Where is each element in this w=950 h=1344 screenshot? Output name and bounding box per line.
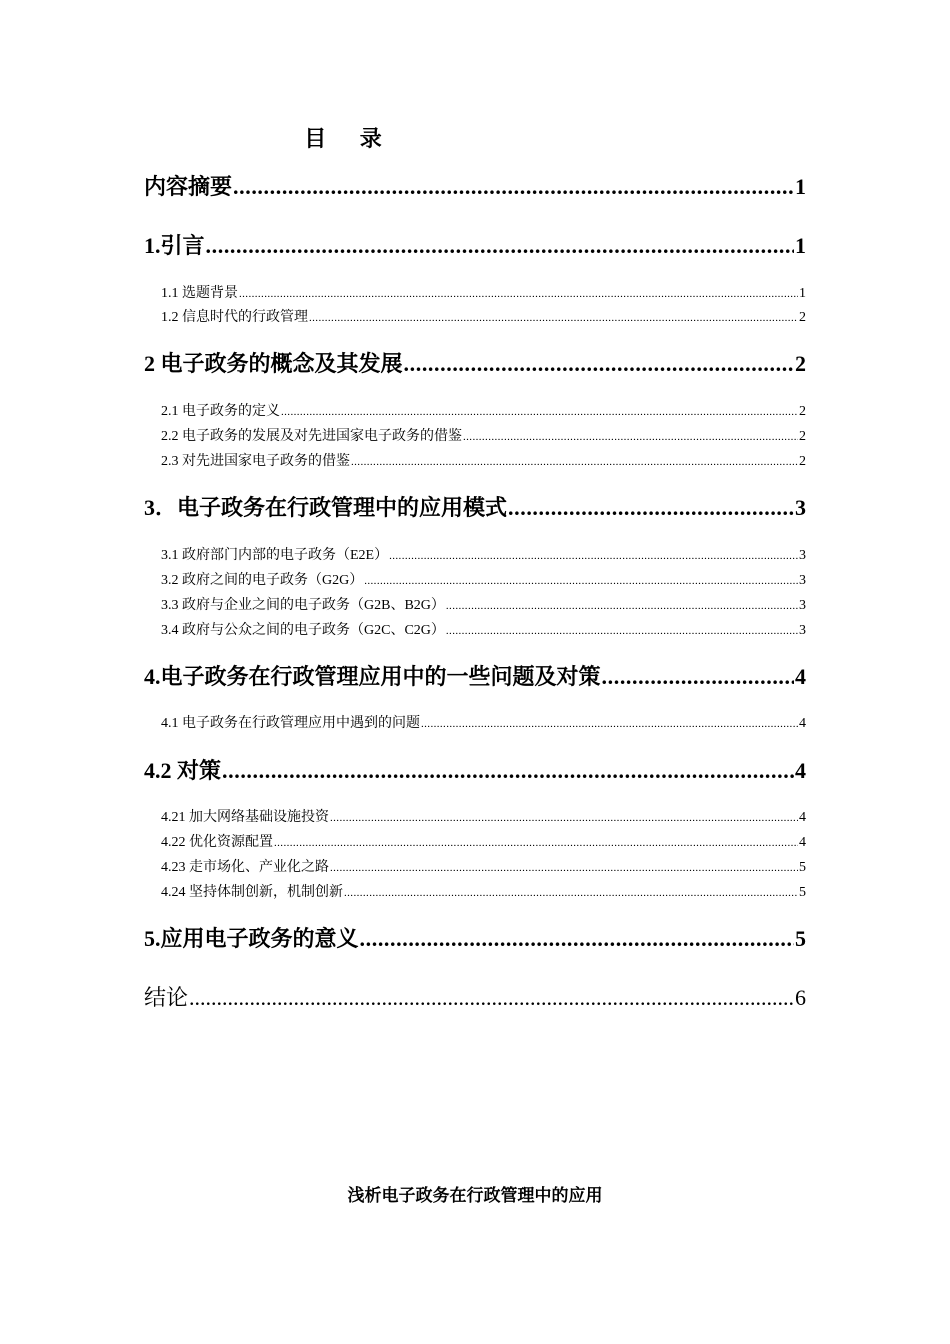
dot-leader [446, 623, 798, 639]
toc-entry-label: 2.1 电子政务的定义 [161, 404, 280, 419]
dot-leader [281, 404, 798, 420]
toc-entry-page: 6 [795, 985, 806, 1010]
toc-entry-3[interactable] [144, 491, 806, 521]
toc-entry-2-1[interactable] [161, 400, 806, 418]
toc-entry-label: 4.23 走市场化、产业化之路 [161, 860, 329, 875]
toc-entry-2-2[interactable] [161, 425, 806, 443]
toc-entry-page: 4 [795, 758, 806, 783]
toc-entry-label: 3.1 政府部门内部的电子政务（E2E） [161, 548, 389, 563]
toc-entry-label: 3.2 政府之间的电子政务（G2G） [161, 573, 364, 588]
toc-entry-page: 1 [795, 174, 806, 199]
toc-entry-page: 3 [799, 623, 806, 638]
toc-entry-3-4[interactable] [161, 619, 806, 637]
dot-leader [508, 495, 794, 521]
toc-entry-4-2[interactable] [144, 754, 806, 784]
toc-entry-label: 内容摘要 [144, 174, 233, 199]
toc-entry-1-2[interactable] [161, 306, 806, 324]
dot-leader [330, 860, 798, 876]
dot-leader [309, 310, 798, 326]
toc-entry-4-23[interactable] [161, 856, 806, 874]
dot-leader [274, 835, 798, 851]
dot-leader [344, 885, 798, 901]
toc-entry-page: 2 [799, 429, 806, 444]
toc-entry-3-1[interactable] [161, 544, 806, 562]
toc-entry-abstract[interactable] [144, 170, 806, 200]
dot-leader [222, 758, 794, 784]
toc-entry-label: 5.应用电子政务的意义 [144, 926, 359, 951]
toc-entry-label: 结论 [144, 985, 189, 1010]
toc-entry-1-1[interactable] [161, 282, 806, 300]
toc-entry-label: 1.引言 [144, 233, 205, 258]
dot-leader [351, 454, 798, 470]
toc-entry-4-1[interactable] [161, 712, 806, 730]
toc-entry-page: 1 [799, 286, 806, 301]
toc-entry-page: 2 [799, 454, 806, 469]
dot-leader [404, 351, 794, 377]
toc-title: 目 录 [304, 126, 396, 151]
toc-entry-page: 3 [795, 495, 806, 520]
dot-leader [189, 985, 794, 1011]
toc-entry-label: 4.22 优化资源配置 [161, 835, 273, 850]
toc-entry-label: 2.2 电子政务的发展及对先进国家电子政务的借鉴 [161, 429, 462, 444]
dot-leader [206, 233, 794, 259]
toc-entry-page: 2 [799, 404, 806, 419]
toc-entry-page: 5 [799, 885, 806, 900]
toc-entry-label: 3.4 政府与公众之间的电子政务（G2C、C2G） [161, 623, 445, 638]
toc-entry-page: 4 [795, 664, 806, 689]
toc-entry-2[interactable] [144, 347, 806, 377]
dot-leader [360, 926, 794, 952]
toc-entry-4[interactable] [144, 660, 806, 690]
toc-entry-3-3[interactable] [161, 594, 806, 612]
toc-entry-label: 3.3 政府与企业之间的电子政务（G2B、B2G） [161, 598, 445, 613]
toc-entry-page: 4 [799, 810, 806, 825]
dot-leader [233, 174, 794, 200]
toc-entry-page: 3 [799, 573, 806, 588]
toc-entry-2-3[interactable] [161, 450, 806, 468]
toc-entry-page: 4 [799, 835, 806, 850]
toc-entry-page: 5 [799, 860, 806, 875]
document-title: 浅析电子政务在行政管理中的应用 [347, 1186, 603, 1205]
toc-entry-label: 3．电子政务在行政管理中的应用模式 [144, 495, 508, 520]
toc-entry-label: 4.24 坚持体制创新，机制创新 [161, 885, 343, 900]
toc-entry-1[interactable] [144, 229, 806, 259]
dot-leader [330, 810, 798, 826]
toc-entry-page: 4 [799, 716, 806, 731]
toc-entry-label: 4.1 电子政务在行政管理应用中遇到的问题 [161, 716, 420, 731]
toc-entry-4-24[interactable] [161, 881, 806, 899]
toc-entry-page: 1 [795, 233, 806, 258]
toc-entry-label: 2.3 对先进国家电子政务的借鉴 [161, 454, 350, 469]
toc-entry-conclusion[interactable] [144, 981, 806, 1011]
toc-entry-page: 2 [795, 351, 806, 376]
dot-leader [602, 664, 794, 690]
dot-leader [364, 573, 798, 589]
dot-leader [421, 716, 798, 732]
toc-entry-3-2[interactable] [161, 569, 806, 587]
toc-entry-label: 4.21 加大网络基础设施投资 [161, 810, 329, 825]
dot-leader [446, 598, 798, 614]
toc-entry-label: 1.2 信息时代的行政管理 [161, 310, 308, 325]
toc-entry-page: 3 [799, 598, 806, 613]
toc-entry-page: 5 [795, 926, 806, 951]
toc-entry-5[interactable] [144, 922, 806, 952]
toc-entry-label: 4.2 对策 [144, 758, 222, 783]
dot-leader [463, 429, 798, 445]
toc-entry-4-21[interactable] [161, 806, 806, 824]
toc-entry-page: 2 [799, 310, 806, 325]
toc-entry-label: 4.电子政务在行政管理应用中的一些问题及对策 [144, 664, 601, 689]
toc-entry-4-22[interactable] [161, 831, 806, 849]
toc-entry-page: 3 [799, 548, 806, 563]
toc-entry-label: 2 电子政务的概念及其发展 [144, 351, 403, 376]
dot-leader [239, 286, 798, 302]
dot-leader [389, 548, 798, 564]
toc-entry-label: 1.1 选题背景 [161, 286, 238, 301]
